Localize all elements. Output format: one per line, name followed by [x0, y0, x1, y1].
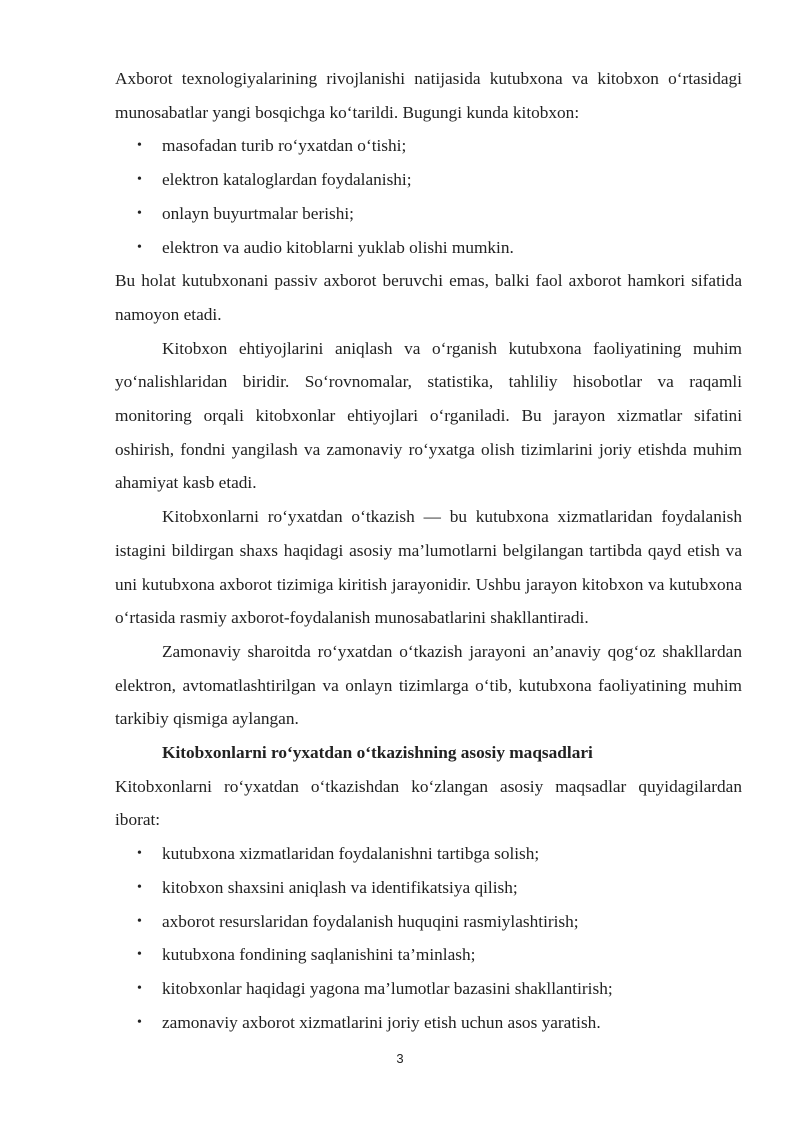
bullet-icon: • — [137, 947, 142, 963]
list-item-text: kutubxona xizmatlaridan foydalanishni tartibga solish; — [162, 844, 540, 864]
page-number: 3 — [396, 1051, 404, 1066]
list-item-text: elektron kataloglardan foydalanishi; — [162, 170, 412, 190]
bullet-icon: • — [137, 913, 142, 929]
bullet-icon: • — [137, 1014, 142, 1030]
list-item — [115, 129, 742, 163]
list-item — [115, 972, 742, 1006]
list-item-text: kutubxona fondining saqlanishini ta’minlash; — [162, 945, 476, 965]
intro-paragraph: Axborot texnologiyalarining rivojlanishi natijasida kutubxona va kitobxon o‘rtasidagi munosabatlar yangi bosqichga ko‘tarildi. Bugungi kunda kitobxon: — [115, 69, 742, 122]
list-item — [115, 938, 742, 972]
bullet-icon: • — [137, 846, 142, 862]
list-item-text: kitobxon shaxsini aniqlash va identifikatsiya qilish; — [162, 877, 518, 897]
bullet-icon: • — [137, 172, 142, 188]
list-item-text: axborot resurslaridan foydalanish huquqini rasmiylashtirish; — [162, 911, 579, 931]
document-body — [115, 62, 742, 1039]
list-item-text: masofadan turib ro‘yxatdan o‘tishi; — [162, 136, 407, 156]
bullet-icon: • — [137, 138, 142, 154]
goals-list — [115, 837, 742, 1039]
section-heading: Kitobxonlarni ro‘yxatdan o‘tkazishning asosiy maqsadlari — [162, 743, 593, 763]
intro-list — [115, 129, 742, 264]
registration-paragraph: Kitobxonlarni ro‘yxatdan o‘tkazish — bu kutubxona xizmatlaridan foydalanish istagini bildirgan shaxs haqidagi asosiy ma’lumotlarni belgilangan tartibda qayd etish va uni kutubxona axborot tizimiga kiritish jarayonidir. Ushbu jarayon kitobxon va kutubxona o‘rtasida rasmiy axborot-foydalanish munosabatlarini shakllantiradi. — [115, 507, 742, 628]
list-item — [115, 905, 742, 939]
list-item-text: elektron va audio kitoblarni yuklab olishi mumkin. — [162, 237, 514, 257]
list-item — [115, 1006, 742, 1040]
bullet-icon: • — [137, 879, 142, 895]
needs-paragraph: Kitobxon ehtiyojlarini aniqlash va o‘rganish kutubxona faoliyatining muhim yo‘nalishlaridan biridir. So‘rovnomalar, statistika, tahliliy hisobotlar va raqamli monitoring orqali kitobxonlar ehtiyojlari o‘rganiladi. Bu jarayon xizmatlar sifatini oshirish, fondni yangilash va zamonaviy ro‘yxatga olish tizimlarini joriy etishda muhim ahamiyat kasb etadi. — [115, 338, 742, 493]
goals-intro-paragraph: Kitobxonlarni ro‘yxatdan o‘tkazishdan ko‘zlangan asosiy maqsadlar quyidagilardan iborat: — [115, 776, 742, 830]
list-item — [115, 837, 742, 871]
bullet-icon: • — [137, 980, 142, 996]
list-item-text: onlayn buyurtmalar berishi; — [162, 203, 354, 223]
list-item — [115, 163, 742, 197]
list-item-text: zamonaviy axborot xizmatlarini joriy etish uchun asos yaratish. — [162, 1012, 601, 1032]
bullet-icon: • — [137, 239, 142, 255]
modern-paragraph: Zamonaviy sharoitda ro‘yxatdan o‘tkazish jarayoni an’anaviy qog‘oz shakllardan elektron, avtomatlashtirilgan va onlayn tizimlarga o‘tib, kutubxona faoliyatining muhim tarkibiy qismiga aylangan. — [115, 641, 742, 729]
list-item — [115, 197, 742, 231]
after-list-paragraph: Bu holat kutubxonani passiv axborot beruvchi emas, balki faol axborot hamkori sifatida namoyon etadi. — [115, 271, 742, 324]
list-item-text: kitobxonlar haqidagi yagona ma’lumotlar bazasini shakllantirish; — [162, 978, 613, 998]
list-item — [115, 231, 742, 265]
bullet-icon: • — [137, 205, 142, 221]
list-item — [115, 871, 742, 905]
